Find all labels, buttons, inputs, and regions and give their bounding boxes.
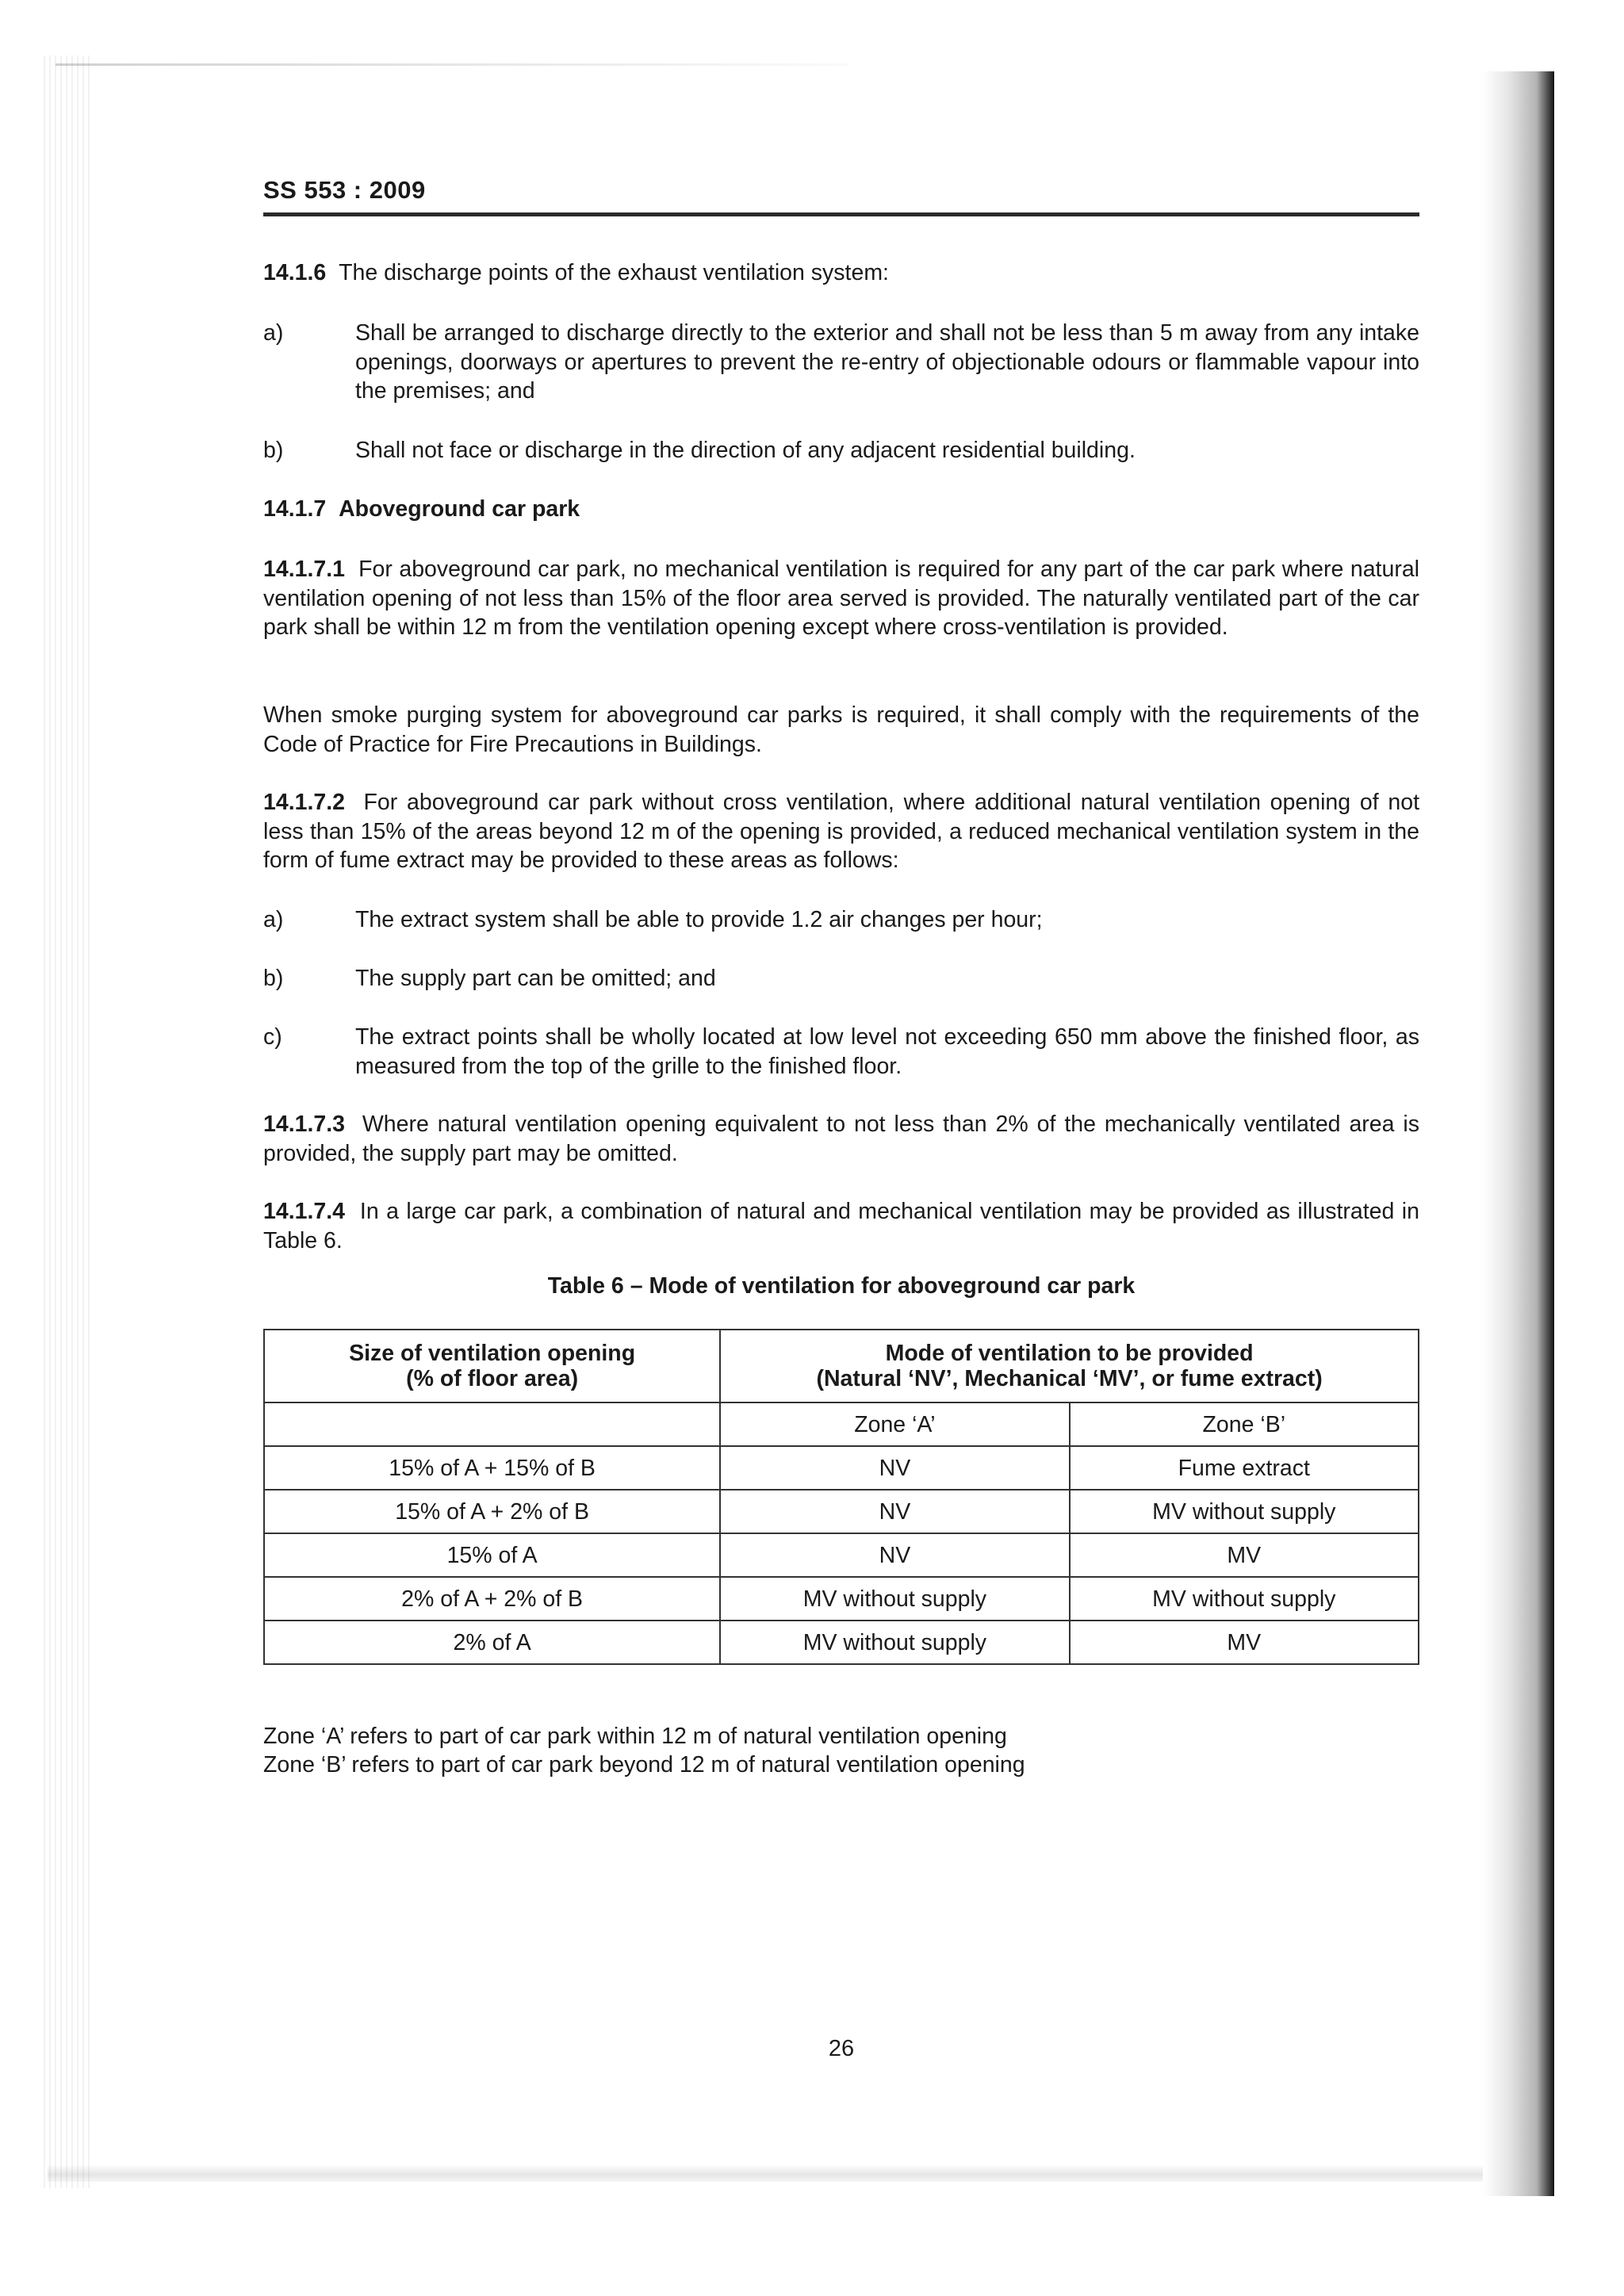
- clause-number: 14.1.7.1: [263, 557, 346, 582]
- cell-zone-a: NV: [720, 1490, 1069, 1533]
- ventilation-mode-table: [263, 1329, 1419, 1665]
- cell-zone-b: MV: [1070, 1621, 1419, 1664]
- scan-bottom-edge: [48, 2164, 1554, 2182]
- smoke-purging-paragraph: When smoke purging system for aboveground car parks is required, it shall comply with the requirements of the Code of Practice for Fire Precautions in Buildings.: [263, 702, 1419, 757]
- header-cell-ventilation-mode: Mode of ventilation to be provided (Natural ‘NV’, Mechanical ‘MV’, or fume extract): [720, 1330, 1419, 1402]
- scan-top-edge: [56, 63, 848, 66]
- table-note-zone-a: Zone ‘A’ refers to part of car park within 12 m of natural ventilation opening: [263, 1724, 1007, 1749]
- cell-zone-a: MV without supply: [720, 1621, 1069, 1664]
- list-text: Shall be arranged to discharge directly to the exterior and shall not be less than 5 m away from any intake openings, doorways or apertures to prevent the re-entry of objectionable odours or flammable vapour into the premises; and: [355, 320, 1419, 404]
- list-label: b): [263, 438, 284, 463]
- cell-size: 2% of A: [264, 1621, 720, 1664]
- header-cell-opening-size: Size of ventilation opening (% of floor area): [264, 1330, 720, 1402]
- cell-size: 15% of A: [264, 1533, 720, 1577]
- scan-right-shadow: [1483, 71, 1554, 2196]
- table-caption: Table 6 – Mode of ventilation for aboveground car park: [547, 1273, 1136, 1299]
- table-note-zone-b: Zone ‘B’ refers to part of car park beyond 12 m of natural ventilation opening: [263, 1752, 1025, 1777]
- cell-zone-b: Fume extract: [1070, 1446, 1419, 1490]
- list-text: The supply part can be omitted; and: [355, 966, 716, 991]
- table-row: [264, 1577, 1419, 1621]
- list-label: b): [263, 966, 284, 991]
- table-row: [264, 1621, 1419, 1664]
- table-row: [264, 1446, 1419, 1490]
- table-subheader-row: [264, 1402, 1419, 1446]
- cell-zone-a: MV without supply: [720, 1577, 1069, 1621]
- clause-14-1-6: [263, 258, 1419, 288]
- page-number: 26: [828, 2036, 855, 2061]
- table-header-row: [264, 1330, 1419, 1402]
- list-text: Shall not face or discharge in the direction of any adjacent residential building.: [355, 438, 1136, 463]
- clause-text: The discharge points of the exhaust ventilation system:: [339, 260, 889, 285]
- clause-14-1-7-4: [263, 1197, 1419, 1255]
- clause-text: For aboveground car park, no mechanical ventilation is required for any part of the car park where natural ventilation opening of not less than 15% of the floor area served is provided. The naturally ventilated part of the car park shall be within 12 m from the ventilation opening except where cross-ventilation is provided.: [263, 557, 1419, 640]
- clause-14-1-7-1: [263, 555, 1419, 642]
- section-heading-14-1-7: [263, 495, 1419, 524]
- section-title: Aboveground car park: [339, 496, 580, 522]
- table-row: [264, 1490, 1419, 1533]
- clause-text: Where natural ventilation opening equivalent to not less than 2% of the mechanically ventilated area is provided, the supply part may be omitted.: [263, 1112, 1419, 1166]
- list-text: The extract system shall be able to provide 1.2 air changes per hour;: [355, 907, 1043, 932]
- subheader-zone-a: Zone ‘A’: [720, 1402, 1069, 1446]
- clause-number: 14.1.6: [263, 260, 327, 285]
- clause-number: 14.1.7.3: [263, 1112, 346, 1137]
- list-text: The extract points shall be wholly located at low level not exceeding 650 mm above the finished floor, as measured from the top of the grille to the finished floor.: [355, 1024, 1419, 1079]
- clause-text: For aboveground car park without cross ventilation, where additional natural ventilation opening of not less than 15% of the areas beyond 12 m of the opening is provided, a reduced mechanical ventilation system in the form of fume extract may be provided to these areas as follows:: [263, 790, 1419, 873]
- clause-14-1-7-3: [263, 1110, 1419, 1168]
- clause-text: In a large car park, a combination of natural and mechanical ventilation may be provided as illustrated in Table 6.: [263, 1199, 1419, 1253]
- subheader-zone-b: Zone ‘B’: [1070, 1402, 1419, 1446]
- cell-size: 2% of A + 2% of B: [264, 1577, 720, 1621]
- cell-zone-a: NV: [720, 1533, 1069, 1577]
- list-label: c): [263, 1024, 282, 1050]
- table-row: [264, 1533, 1419, 1577]
- list-label: a): [263, 320, 284, 346]
- clause-14-1-7-2: [263, 788, 1419, 875]
- cell-zone-a: NV: [720, 1446, 1069, 1490]
- cell-size: 15% of A + 2% of B: [264, 1490, 720, 1533]
- cell-zone-b: MV without supply: [1070, 1577, 1419, 1621]
- list-label: a): [263, 907, 284, 932]
- cell-size: 15% of A + 15% of B: [264, 1446, 720, 1490]
- cell-zone-b: MV: [1070, 1533, 1419, 1577]
- table-cell-empty: [264, 1402, 720, 1446]
- standard-header: SS 553 : 2009: [263, 176, 426, 204]
- clause-number: 14.1.7.4: [263, 1199, 346, 1224]
- header-rule: [263, 212, 1419, 216]
- cell-zone-b: MV without supply: [1070, 1490, 1419, 1533]
- scan-binding-edge: [44, 55, 91, 2188]
- section-number: 14.1.7: [263, 496, 327, 522]
- clause-number: 14.1.7.2: [263, 790, 346, 815]
